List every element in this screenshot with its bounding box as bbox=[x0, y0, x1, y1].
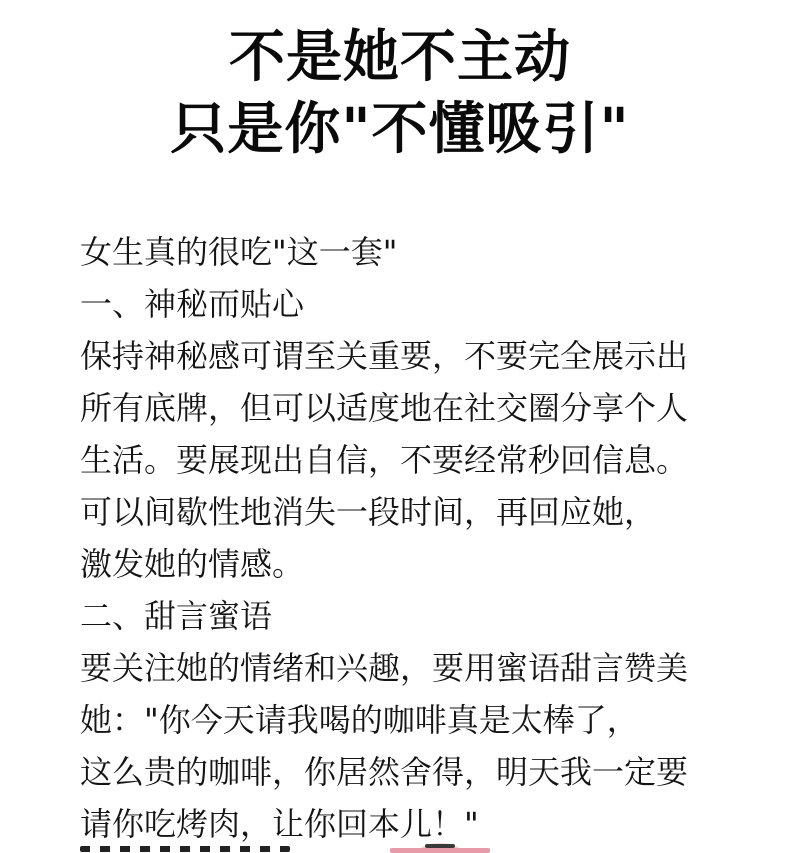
paragraph-line: 保持神秘感可谓至关重要，不要完全展示出 bbox=[80, 337, 689, 375]
intro-line: 女生真的很吃"这一套" bbox=[80, 233, 398, 271]
title-line-2: 只是你"不懂吸引" bbox=[170, 97, 630, 162]
paragraph-line: 所有底牌，但可以适度地在社交圈分享个人 bbox=[80, 389, 689, 427]
paragraph-line: 这么贵的咖啡，你居然舍得，明天我一定要 bbox=[80, 753, 689, 791]
cropped-text-fragment bbox=[80, 846, 290, 852]
paragraph-line: 要关注她的情绪和兴趣，要用蜜语甜言赞美 bbox=[80, 649, 689, 687]
title-line-1: 不是她不主动 bbox=[229, 25, 571, 90]
paragraph-line: 生活。要展现出自信，不要经常秒回信息。 bbox=[80, 441, 689, 479]
cartoon-figure-icon bbox=[380, 842, 500, 853]
paragraph-line: 激发她的情感。 bbox=[80, 545, 305, 583]
paragraph-line: 可以间歇性地消失一段时间，再回应她， bbox=[80, 493, 657, 531]
section-heading-1: 一、神秘而贴心 bbox=[80, 285, 305, 323]
page-title bbox=[0, 22, 800, 166]
cropped-bottom-content bbox=[80, 842, 760, 853]
paragraph-line: 她："你今天请我喝的咖啡真是太棒了， bbox=[80, 701, 639, 739]
section-heading-2: 二、甜言蜜语 bbox=[80, 597, 273, 635]
article-body bbox=[80, 226, 760, 850]
paragraph-line: 请你吃烤肉，让你回本儿！" bbox=[80, 805, 479, 843]
